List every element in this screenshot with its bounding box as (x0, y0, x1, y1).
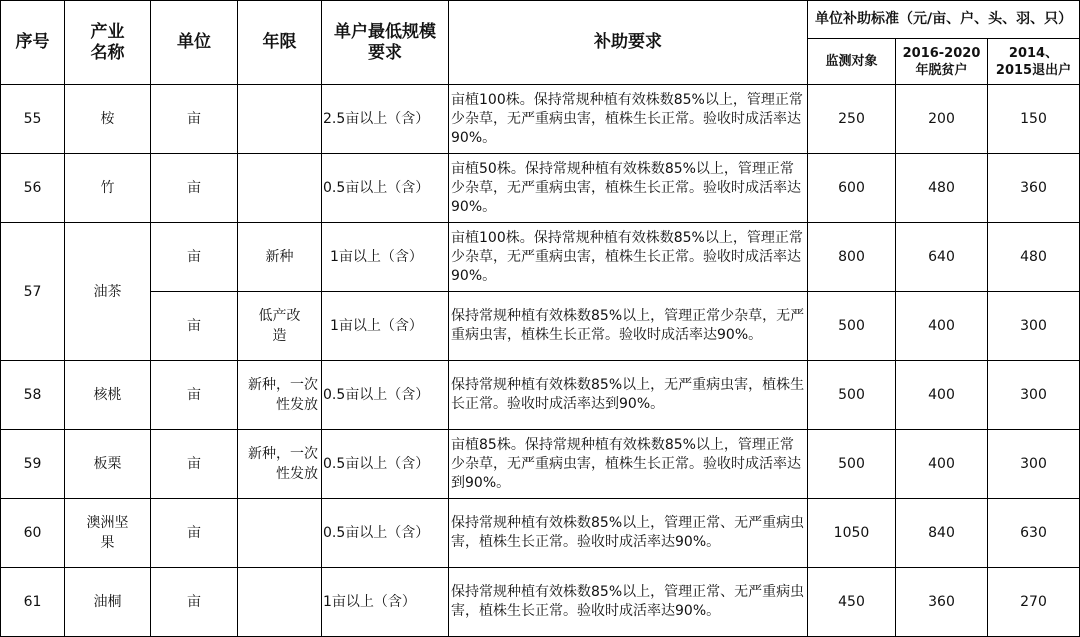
monitor-value-cell: 500 (808, 361, 896, 430)
period-cell (238, 568, 322, 637)
industry-cell: 澳洲坚果 (65, 499, 151, 568)
seq-cell: 58 (1, 361, 65, 430)
seq-cell: 61 (1, 568, 65, 637)
unit-cell: 亩 (151, 223, 238, 292)
unit-cell: 亩 (151, 430, 238, 499)
monitor-value-cell: 600 (808, 154, 896, 223)
period-cell: 新种，一次性发放 (238, 361, 322, 430)
seq-cell: 59 (1, 430, 65, 499)
min-scale-cell: 2.5亩以上（含） (322, 85, 449, 154)
requirement-cell: 亩植50株。保持常规种植有效株数85%以上，管理正常少杂草，无严重病虫害，植株生长正常。验收时成活率达90%。 (449, 154, 808, 223)
table-row (1, 568, 1080, 637)
poverty-value-cell: 400 (896, 430, 988, 499)
unit-cell: 亩 (151, 85, 238, 154)
min-scale-cell: 0.5亩以上（含） (322, 430, 449, 499)
requirement-cell: 亩植100株。保持常规种植有效株数85%以上，管理正常少杂草，无严重病虫害，植株生长正常。验收时成活率达90%。 (449, 85, 808, 154)
table-row (1, 223, 1080, 292)
header-exit-2014-2015: 2014、2015退出户 (988, 39, 1080, 85)
poverty-value-cell: 480 (896, 154, 988, 223)
header-seq: 序号 (1, 1, 65, 85)
seq-cell: 57 (1, 223, 65, 361)
header-period: 年限 (238, 1, 322, 85)
requirement-cell: 亩植100株。保持常规种植有效株数85%以上，管理正常少杂草，无严重病虫害，植株生长正常。验收时成活率达90%。 (449, 223, 808, 292)
seq-cell: 55 (1, 85, 65, 154)
table-row (1, 85, 1080, 154)
min-scale-cell: 1亩以上（含） (322, 292, 449, 361)
exit-value-cell: 360 (988, 154, 1080, 223)
monitor-value-cell: 250 (808, 85, 896, 154)
header-monitor: 监测对象 (808, 39, 896, 85)
min-scale-cell: 0.5亩以上（含） (322, 154, 449, 223)
period-cell: 新种 (238, 223, 322, 292)
header-poverty-2016-2020: 2016-2020年脱贫户 (896, 39, 988, 85)
exit-value-cell: 480 (988, 223, 1080, 292)
monitor-value-cell: 1050 (808, 499, 896, 568)
table-row (1, 292, 1080, 361)
seq-cell: 60 (1, 499, 65, 568)
poverty-value-cell: 640 (896, 223, 988, 292)
industry-cell: 油茶 (65, 223, 151, 361)
industry-cell: 核桃 (65, 361, 151, 430)
monitor-value-cell: 500 (808, 292, 896, 361)
unit-cell: 亩 (151, 154, 238, 223)
header-industry: 产业名称 (65, 1, 151, 85)
exit-value-cell: 300 (988, 430, 1080, 499)
min-scale-cell: 0.5亩以上（含） (322, 361, 449, 430)
unit-cell: 亩 (151, 361, 238, 430)
table-row (1, 430, 1080, 499)
min-scale-cell: 0.5亩以上（含） (322, 499, 449, 568)
header-requirement: 补助要求 (449, 1, 808, 85)
monitor-value-cell: 500 (808, 430, 896, 499)
header-unit: 单位 (151, 1, 238, 85)
header-row (1, 1, 1080, 39)
period-cell (238, 499, 322, 568)
exit-value-cell: 300 (988, 361, 1080, 430)
poverty-value-cell: 840 (896, 499, 988, 568)
industry-cell: 桉 (65, 85, 151, 154)
requirement-cell: 保持常规种植有效株数85%以上，无严重病虫害，植株生长正常。验收时成活率达到90%。 (449, 361, 808, 430)
unit-cell: 亩 (151, 292, 238, 361)
poverty-value-cell: 400 (896, 361, 988, 430)
exit-value-cell: 270 (988, 568, 1080, 637)
period-cell (238, 154, 322, 223)
period-cell: 低产改造 (238, 292, 322, 361)
unit-cell: 亩 (151, 568, 238, 637)
exit-value-cell: 150 (988, 85, 1080, 154)
table-row (1, 361, 1080, 430)
poverty-value-cell: 200 (896, 85, 988, 154)
requirement-cell: 保持常规种植有效株数85%以上，管理正常、无严重病虫害，植株生长正常。验收时成活率达90%。 (449, 568, 808, 637)
industry-cell: 板栗 (65, 430, 151, 499)
requirement-cell: 亩植85株。保持常规种植有效株数85%以上，管理正常少杂草，无严重病虫害，植株生长正常。验收时成活率达到90%。 (449, 430, 808, 499)
period-cell (238, 85, 322, 154)
table-row (1, 154, 1080, 223)
unit-cell: 亩 (151, 499, 238, 568)
header-min-scale: 单户最低规模要求 (322, 1, 449, 85)
seq-cell: 56 (1, 154, 65, 223)
poverty-value-cell: 400 (896, 292, 988, 361)
min-scale-cell: 1亩以上（含） (322, 223, 449, 292)
exit-value-cell: 300 (988, 292, 1080, 361)
exit-value-cell: 630 (988, 499, 1080, 568)
requirement-cell: 保持常规种植有效株数85%以上，管理正常、无严重病虫害，植株生长正常。验收时成活率达90%。 (449, 499, 808, 568)
min-scale-cell: 1亩以上（含） (322, 568, 449, 637)
requirement-cell: 保持常规种植有效株数85%以上，管理正常少杂草，无严重病虫害，植株生长正常。验收时成活率达90%。 (449, 292, 808, 361)
monitor-value-cell: 800 (808, 223, 896, 292)
header-standard-group: 单位补助标准（元/亩、户、头、羽、只） (808, 1, 1080, 39)
industry-cell: 油桐 (65, 568, 151, 637)
industry-cell: 竹 (65, 154, 151, 223)
poverty-value-cell: 360 (896, 568, 988, 637)
table-row (1, 499, 1080, 568)
period-cell: 新种，一次性发放 (238, 430, 322, 499)
monitor-value-cell: 450 (808, 568, 896, 637)
